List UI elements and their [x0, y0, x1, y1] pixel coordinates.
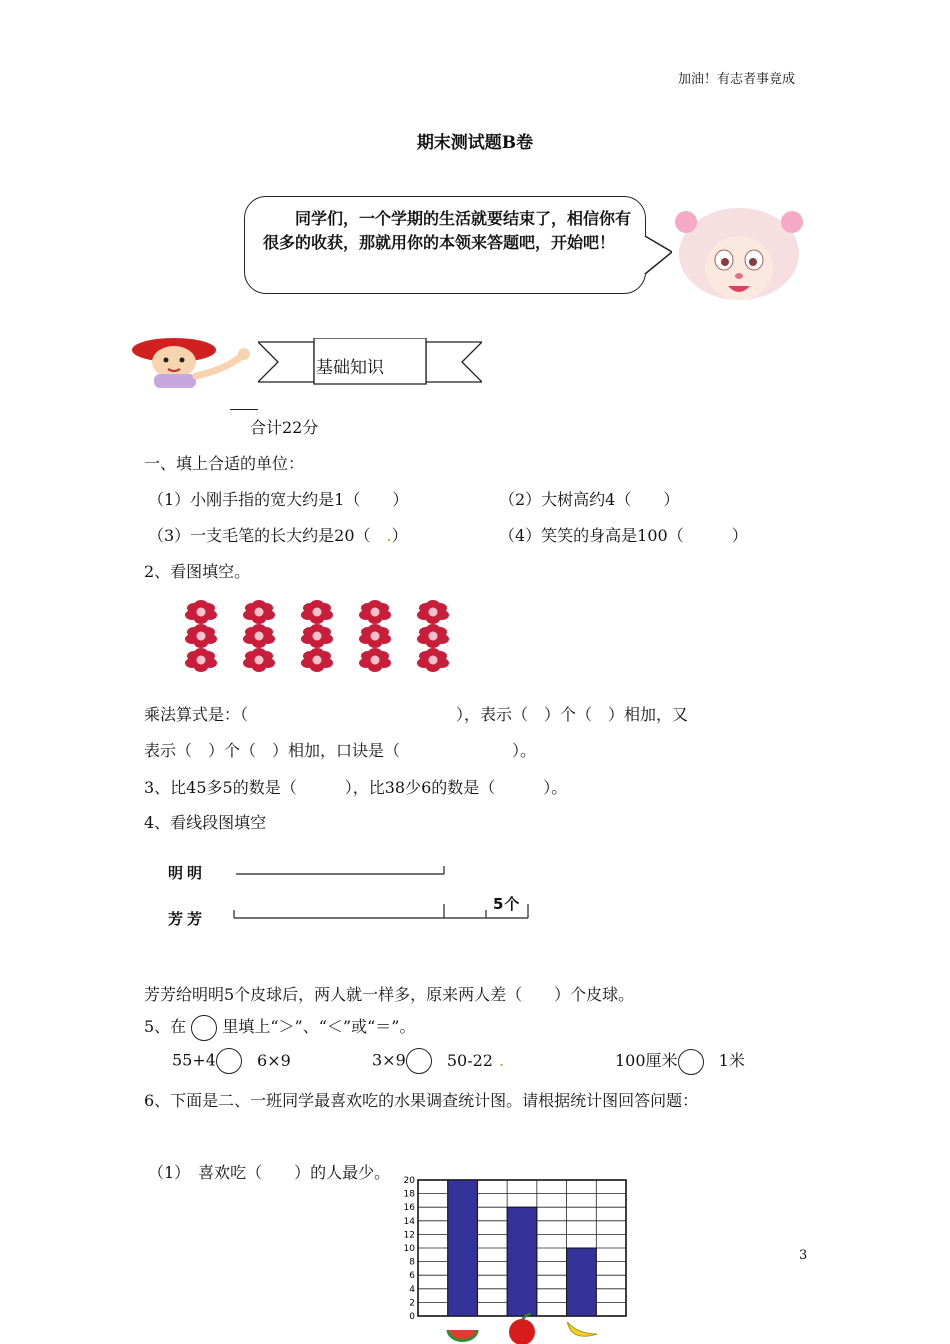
q1-item-c	[148, 523, 408, 546]
flower-icon	[184, 600, 218, 624]
q5-a-right: 6×9	[257, 1050, 291, 1070]
q5-c-left: 100厘米	[615, 1051, 678, 1070]
flower-icon	[300, 600, 334, 624]
q2-line1: 乘法算式是：（ ），表示（ ）个（ ）相加，又	[144, 705, 689, 724]
flower-icon	[242, 648, 276, 672]
flower-icon	[358, 600, 392, 624]
q1-item-c-text: （3）一支毛笔的长大约是20（	[148, 526, 387, 545]
q6-sub1: （1） 喜欢吃（ ）的人最少。	[148, 1163, 391, 1182]
y-tick-label: 4	[409, 1284, 415, 1295]
bubble-text: 同学们，一个学期的生活就要结束了，相信你有很多的收获，那就用你的本领来答题吧，开始吧！	[263, 209, 632, 252]
y-tick-label: 18	[403, 1189, 415, 1200]
flower-icon	[300, 648, 334, 672]
q5-c-right: 1米	[718, 1051, 745, 1070]
y-tick-label: 16	[403, 1203, 415, 1214]
y-tick-label: 20	[403, 1176, 415, 1186]
y-tick-label: 12	[403, 1230, 415, 1241]
q1-item-a: （1）小刚手指的宽大约是1（ ）	[148, 490, 409, 509]
q1-item-b: （2）大树高约4（ ）	[499, 490, 680, 509]
segment-label-fangfang: 芳芳	[168, 910, 207, 928]
y-tick-label: 0	[409, 1312, 415, 1322]
q5-prefix: 5、在	[144, 1017, 187, 1036]
y-tick-label: 2	[409, 1298, 415, 1309]
segment-label-mingming: 明明	[168, 864, 207, 882]
q4-heading: 4、看线段图填空	[144, 813, 267, 832]
q4-text: 芳芳给明明5个皮球后，两人就一样多，原来两人差（ ）个皮球。	[144, 985, 635, 1004]
q2-line2: 表示（ ）个（ ）相加，口诀是（ ）。	[144, 741, 537, 760]
flower-icon	[358, 648, 392, 672]
flower-grid	[184, 600, 454, 672]
page-title: 期末测试题B卷	[416, 133, 534, 153]
compare-circle-a[interactable]	[216, 1048, 242, 1074]
bar-2	[507, 1207, 537, 1316]
q5-compare-c	[615, 1048, 745, 1075]
q5-b-left: 3×9	[372, 1050, 406, 1070]
bar-1	[448, 1180, 478, 1316]
flower-icon	[416, 624, 450, 648]
page-number: 3	[799, 1248, 808, 1263]
score-blank	[230, 409, 258, 410]
flower-icon	[242, 600, 276, 624]
segment-extra-label: 5个	[493, 895, 521, 913]
compare-circle-b[interactable]	[406, 1048, 432, 1074]
q1-heading: 一、填上合适的单位：	[144, 454, 305, 473]
bar-3	[567, 1248, 597, 1316]
mark-dot-icon: .	[498, 1050, 505, 1070]
q5-heading	[144, 1014, 415, 1041]
girl-cartoon-icon	[124, 334, 260, 388]
y-tick-label: 14	[403, 1216, 415, 1227]
q1-item-d: （4）笑笑的身高是100（ ）	[499, 526, 748, 545]
flower-icon	[242, 624, 276, 648]
speech-bubble	[244, 196, 646, 294]
flower-icon	[416, 648, 450, 672]
q5-compare-a	[172, 1048, 291, 1074]
q5-compare-b	[372, 1048, 504, 1074]
flower-icon	[416, 600, 450, 624]
y-tick-label: 10	[403, 1244, 415, 1254]
flower-icon	[184, 624, 218, 648]
flower-icon	[300, 624, 334, 648]
q1-item-c-end: ）	[391, 526, 408, 545]
q2-heading: 2、看图填空。	[144, 562, 251, 581]
q5-suffix: 里填上“＞”、“＜”或“＝”。	[222, 1017, 416, 1036]
q5-b-right: 50-22	[446, 1050, 493, 1070]
y-tick-label: 8	[409, 1257, 415, 1268]
mark-dot-icon: .	[386, 526, 392, 545]
fruit-bar-chart	[396, 1174, 632, 1344]
header-motto: 加油！有志者事竟成	[678, 72, 796, 87]
flower-icon	[184, 648, 218, 672]
banner-label: 基础知识	[316, 358, 384, 378]
flower-icon	[358, 624, 392, 648]
apple-icon	[509, 1319, 535, 1344]
compare-circle-example	[191, 1015, 217, 1041]
q3-text: 3、比45多5的数是（ ），比38少6的数是（ ）。	[144, 778, 568, 797]
score-label: 合计22分	[250, 418, 319, 437]
sheep-cartoon-icon	[672, 206, 806, 306]
compare-circle-c[interactable]	[678, 1049, 704, 1075]
q6-heading: 6、下面是二、一班同学最喜欢吃的水果调查统计图。请根据统计图回答问题：	[144, 1091, 699, 1110]
bubble-tail	[636, 232, 676, 282]
y-tick-label: 6	[409, 1271, 415, 1282]
q5-a-left: 55+4	[172, 1050, 216, 1070]
banana-icon	[567, 1322, 597, 1336]
